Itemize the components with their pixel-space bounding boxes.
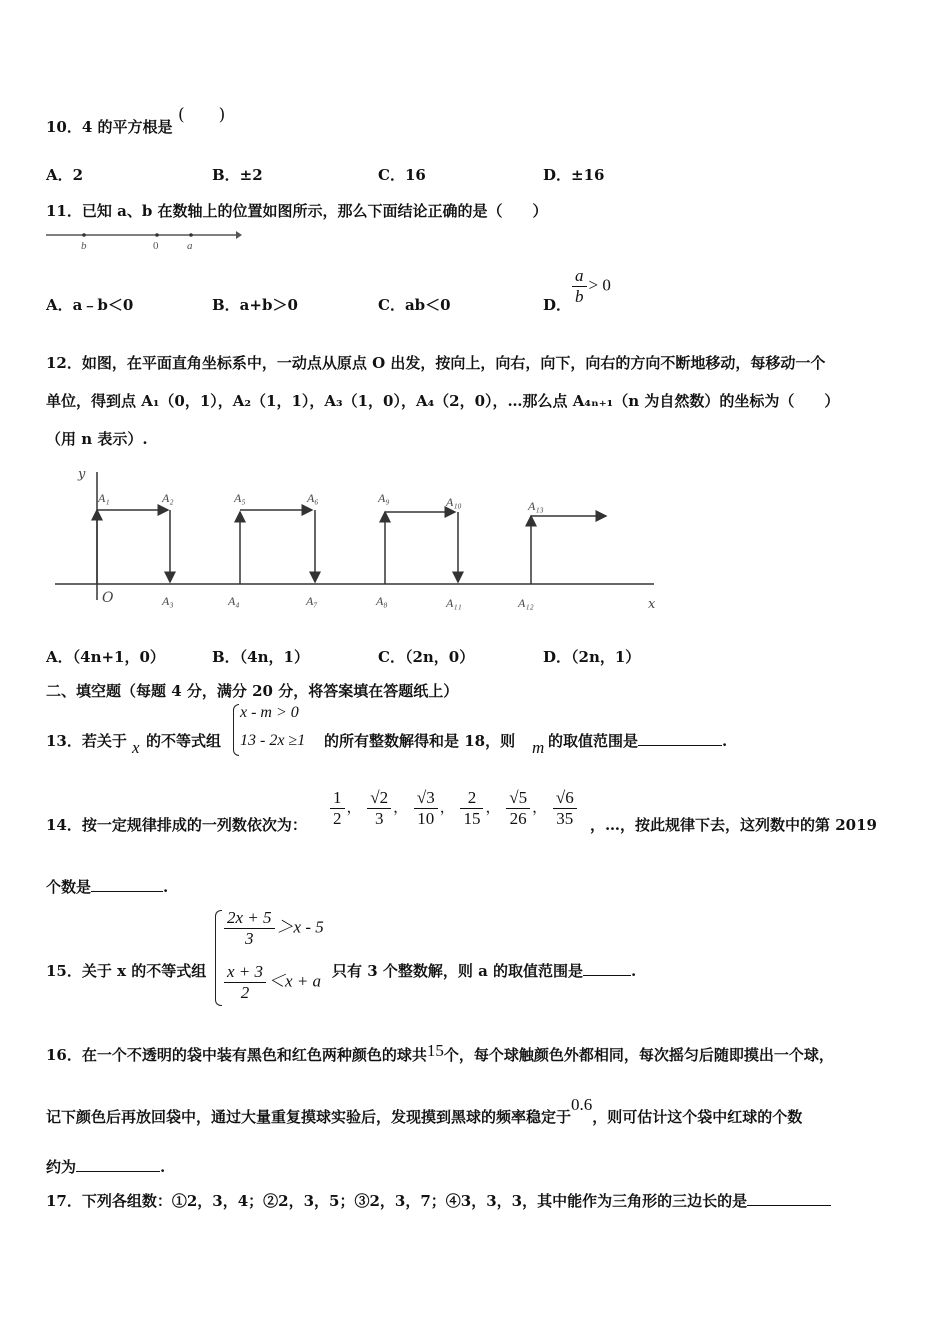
label-a1: A₁ bbox=[98, 491, 110, 505]
q14-term-4: $\frac{2}{15}$ bbox=[460, 788, 483, 829]
label-b: b bbox=[81, 240, 87, 252]
q15-brace bbox=[215, 910, 222, 1006]
q13-pre: 13．若关于 bbox=[46, 732, 127, 750]
q13-ineq2: 13 - 2x ≥1 bbox=[240, 732, 306, 749]
q11-stem: 11．已知 a、b 在数轴上的位置如图所示，那么下面结论正确的是（ ） bbox=[46, 202, 548, 220]
y-axis-label: y bbox=[78, 467, 86, 482]
q14-term-3: $\frac{√3}{10}$ bbox=[414, 788, 438, 829]
q13-post: 的所有整数解得和是 18，则 bbox=[324, 732, 516, 750]
q11-option-a: A．a﹣b＜0 bbox=[46, 296, 134, 314]
q14-term-6: $\frac{√6}{35}$ bbox=[553, 788, 577, 829]
q12-option-b: B．（4n，1） bbox=[212, 648, 309, 666]
q12-graph bbox=[50, 460, 670, 620]
label-zero: 0 bbox=[153, 240, 159, 252]
q12-line2: 单位，得到点 A₁（0，1），A₂（1，1），A₃（1，0），A₄（2，0），…那么点 A₄ₙ₊₁（n 为自然数）的坐标为（ ） bbox=[46, 392, 840, 410]
q13-brace bbox=[233, 704, 239, 756]
label-a12: A₁₂ bbox=[518, 596, 534, 610]
q13-ineq1: x - m > 0 bbox=[240, 704, 299, 721]
q11-option-c: C．ab＜0 bbox=[378, 296, 451, 314]
q10-stem: 10．4 的平方根是 bbox=[46, 118, 173, 136]
q15-ineq1: $\frac{2x + 5}{3}$ ＞x - 5 bbox=[222, 908, 324, 949]
q12-line3: （用 n 表示）. bbox=[46, 430, 148, 448]
label-a2: A₂ bbox=[162, 491, 174, 505]
q13-tail: 的取值范围是 . bbox=[548, 732, 728, 750]
q15-ineq2: $\frac{x + 3}{2}$ ＜x + a bbox=[222, 962, 321, 1003]
q14-term-2: $\frac{√2}{3}$ bbox=[367, 788, 391, 829]
q14-line2: 个数是 . bbox=[46, 878, 169, 896]
label-a5: A₅ bbox=[234, 491, 246, 505]
q14-sequence: $\frac{1}{2}$ ， $\frac{√2}{3}$ ， $\frac{√3}{10}$ ， $\frac{2}{15}$ ， $\frac{√5}{26}$ ， $\frac{√6}{35}$ bbox=[328, 788, 579, 829]
label-a13: A₁₃ bbox=[528, 499, 544, 513]
q12-option-d: D．（2n，1） bbox=[543, 648, 641, 666]
q10-paren: ( ) bbox=[178, 105, 226, 125]
q11-option-d: D． bbox=[543, 296, 572, 314]
q11-number-line bbox=[44, 226, 244, 252]
label-a7: A₇ bbox=[306, 594, 318, 608]
q15-post: 只有 3 个整数解，则 a 的取值范围是 . bbox=[332, 962, 637, 980]
q10-option-a: A．2 bbox=[46, 166, 84, 184]
q13-var-m: m bbox=[532, 738, 545, 757]
origin-label: O bbox=[102, 590, 114, 606]
q13-mid: 的不等式组 bbox=[146, 732, 222, 750]
q11-option-b: B．a+b＞0 bbox=[212, 296, 298, 314]
q16-line3: 约为 . bbox=[46, 1158, 166, 1176]
q10-option-d: D．±16 bbox=[543, 166, 605, 184]
q14-pre: 14．按一定规律排成的一列数依次为： bbox=[46, 816, 307, 834]
q17-text: 17．下列各组数：①2，3，4；②2，3，5；③2，3，7；④3，3，3，其中能作为三角形的三边长的是 bbox=[46, 1190, 831, 1211]
label-a10: A₁₀ bbox=[446, 495, 462, 509]
q16-line2: 记下颜色后再放回袋中，通过大量重复摸球实验后，发现摸到黑球的频率稳定于0.6，则可估计这个袋中红球的个数 bbox=[46, 1095, 803, 1126]
q16-answer-blank[interactable] bbox=[76, 1157, 160, 1172]
x-axis-label: x bbox=[648, 597, 656, 612]
q14-term-5: $\frac{√5}{26}$ bbox=[506, 788, 530, 829]
q12-line1: 12．如图，在平面直角坐标系中，一动点从原点 O 出发，按向上，向右，向下，向右的方向不断地移动，每移动一个 bbox=[46, 354, 826, 372]
label-a3: A₃ bbox=[162, 594, 174, 608]
point-zero bbox=[155, 233, 159, 237]
label-a: a bbox=[187, 240, 193, 252]
q16-count: 15 bbox=[426, 1041, 444, 1060]
label-a9: A₉ bbox=[378, 491, 390, 505]
q12-option-c: C．（2n，0） bbox=[378, 648, 475, 666]
q10-option-c: C．16 bbox=[378, 166, 426, 184]
number-line-arrow bbox=[236, 231, 242, 239]
q12-option-a: A．（4n+1，0） bbox=[46, 648, 165, 666]
q10-option-b: B．±2 bbox=[212, 166, 263, 184]
point-b bbox=[82, 233, 86, 237]
q14-term-1: $\frac{1}{2}$ bbox=[330, 788, 345, 829]
label-a8: A₈ bbox=[376, 594, 388, 608]
q15-pre: 15．关于 x 的不等式组 bbox=[46, 962, 207, 980]
q15-answer-blank[interactable] bbox=[583, 961, 631, 976]
point-a bbox=[189, 233, 193, 237]
q11-option-d-expr: $\frac{a}{b}$ > 0 bbox=[570, 266, 611, 307]
q13-var-x: x bbox=[132, 738, 140, 757]
q17-answer-blank[interactable] bbox=[747, 1191, 831, 1206]
q13-answer-blank[interactable] bbox=[638, 731, 722, 746]
section2-title: 二、填空题（每题 4 分，满分 20 分，将答案填在答题纸上） bbox=[46, 682, 459, 700]
path-segments bbox=[97, 510, 606, 584]
label-a11: A₁₁ bbox=[446, 596, 462, 610]
label-a4: A₄ bbox=[228, 594, 240, 608]
q14-post: ，…，按此规律下去，这列数中的第 2019 bbox=[590, 816, 877, 834]
q14-answer-blank[interactable] bbox=[91, 877, 163, 892]
q16-freq: 0.6 bbox=[571, 1095, 593, 1114]
label-a6: A₆ bbox=[307, 491, 319, 505]
q16-line1: 16．在一个不透明的袋中装有黑色和红色两种颜色的球共15个，每个球触颜色外都相同，每次摇匀后随即摸出一个球， bbox=[46, 1041, 834, 1064]
